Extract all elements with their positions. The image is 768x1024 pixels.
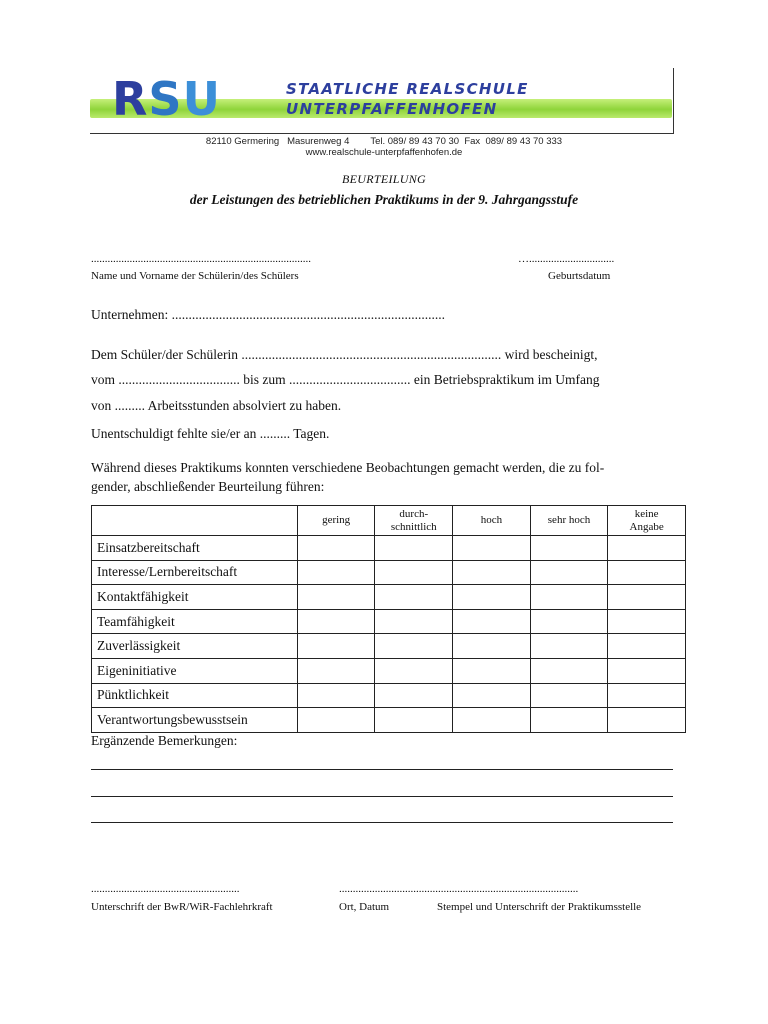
criterion-label: Einsatzbereitschaft <box>92 536 298 561</box>
table-row <box>92 560 686 585</box>
table-header-keine-angabe: keine Angabe <box>608 506 686 536</box>
grade-cell[interactable] <box>375 708 453 733</box>
grade-cell[interactable] <box>297 536 375 561</box>
table-header-hoch: hoch <box>453 506 531 536</box>
table-header-durchschnittlich: durch- schnittlich <box>375 506 453 536</box>
website-line: www.realschule-unterpfaffenhofen.de <box>305 147 463 158</box>
grade-cell[interactable] <box>530 634 608 659</box>
header-rule-bottom <box>90 133 674 134</box>
remarks-line-3[interactable] <box>91 822 673 823</box>
place-date-label: Ort, Datum <box>339 901 390 913</box>
company-signature-label: Stempel und Unterschrift der Praktikumsstelle <box>437 901 642 913</box>
remarks-line-1[interactable] <box>91 769 673 770</box>
grade-cell[interactable] <box>453 560 531 585</box>
grade-cell[interactable] <box>453 683 531 708</box>
criterion-label: Zuverlässigkeit <box>92 634 298 659</box>
assessment-table <box>91 505 686 733</box>
intro-line-2: gender, abschließender Beurteilung führen: <box>91 479 325 494</box>
grade-cell[interactable] <box>608 585 686 610</box>
grade-cell[interactable] <box>375 609 453 634</box>
grade-cell[interactable] <box>297 708 375 733</box>
school-header <box>90 68 676 134</box>
remarks-label: Ergänzende Bemerkungen: <box>91 733 238 748</box>
grade-cell[interactable] <box>453 658 531 683</box>
company-field[interactable]: Unternehmen: ................................................................................. <box>91 307 445 322</box>
grade-cell[interactable] <box>297 560 375 585</box>
grade-cell[interactable] <box>530 609 608 634</box>
table-header-empty <box>92 506 298 536</box>
school-name-line2: UNTERPFAFFENHOFEN <box>286 100 498 118</box>
address-line: 82110 Germering Masurenweg 4 Tel. 089/ 89 43 70 30 Fax 089/ 89 43 70 333 <box>205 136 563 147</box>
document-subtitle: der Leistungen des betrieblichen Praktikums in der 9. Jahrgangsstufe <box>189 192 579 207</box>
table-header-sehr-hoch: sehr hoch <box>530 506 608 536</box>
criterion-label: Teamfähigkeit <box>92 609 298 634</box>
criterion-label: Interesse/Lernbereitschaft <box>92 560 298 585</box>
grade-cell[interactable] <box>375 585 453 610</box>
grade-cell[interactable] <box>608 634 686 659</box>
grade-cell[interactable] <box>375 634 453 659</box>
grade-cell[interactable] <box>530 536 608 561</box>
grade-cell[interactable] <box>375 536 453 561</box>
grade-cell[interactable] <box>297 683 375 708</box>
grade-cell[interactable] <box>453 634 531 659</box>
grade-cell[interactable] <box>530 683 608 708</box>
grade-cell[interactable] <box>453 585 531 610</box>
criterion-label: Pünktlichkeit <box>92 683 298 708</box>
table-row <box>92 634 686 659</box>
table-row <box>92 708 686 733</box>
table-row <box>92 585 686 610</box>
grade-cell[interactable] <box>608 658 686 683</box>
rsu-logo <box>112 72 221 126</box>
logo-letter-r: R <box>112 72 149 126</box>
grade-cell[interactable] <box>297 609 375 634</box>
statement-line-1: Dem Schüler/der Schülerin ............................................................................. wird bescheinigt, <box>91 347 598 362</box>
grade-cell[interactable] <box>453 536 531 561</box>
grade-cell[interactable] <box>453 609 531 634</box>
grade-cell[interactable] <box>608 708 686 733</box>
grade-cell[interactable] <box>375 560 453 585</box>
table-row <box>92 536 686 561</box>
grade-cell[interactable] <box>530 585 608 610</box>
teacher-signature-label: Unterschrift der BwR/WiR-Fachlehrkraft <box>91 901 273 913</box>
grade-cell[interactable] <box>608 560 686 585</box>
teacher-signature-dots[interactable]: ...................................................... <box>91 883 240 895</box>
logo-letter-u: U <box>182 72 221 126</box>
statement-line-3: von ......... Arbeitsstunden absolviert zu haben. <box>91 398 342 413</box>
criterion-label: Verantwortungsbewusstsein <box>92 708 298 733</box>
grade-cell[interactable] <box>453 708 531 733</box>
grade-cell[interactable] <box>608 609 686 634</box>
grade-cell[interactable] <box>608 683 686 708</box>
name-field-dots[interactable]: ................................................................................ <box>91 253 311 265</box>
grade-cell[interactable] <box>608 536 686 561</box>
remarks-line-2[interactable] <box>91 796 673 797</box>
birthdate-field-dots[interactable]: …............................... <box>518 253 615 265</box>
grade-cell[interactable] <box>297 585 375 610</box>
name-field-label: Name und Vorname der Schülerin/des Schülers <box>91 270 299 282</box>
birthdate-field-label: Geburtsdatum <box>548 270 611 282</box>
company-signature-dots[interactable]: ....................................................................................... <box>339 883 579 895</box>
grade-cell[interactable] <box>530 708 608 733</box>
grade-cell[interactable] <box>530 560 608 585</box>
grade-cell[interactable] <box>297 658 375 683</box>
logo-letter-s: S <box>148 72 183 126</box>
header-rule-right <box>673 68 674 134</box>
grade-cell[interactable] <box>297 634 375 659</box>
criterion-label: Kontaktfähigkeit <box>92 585 298 610</box>
table-row <box>92 609 686 634</box>
grade-cell[interactable] <box>375 683 453 708</box>
grade-cell[interactable] <box>375 658 453 683</box>
table-header-gering: gering <box>297 506 375 536</box>
table-row <box>92 658 686 683</box>
grade-cell[interactable] <box>530 658 608 683</box>
school-name-line1: STAATLICHE REALSCHULE <box>286 80 529 98</box>
statement-line-2: vom .................................... bis zum .................................... ein Betriebspraktikum im Umfang <box>91 372 600 387</box>
document-title: BEURTEILUNG <box>342 172 426 186</box>
intro-line-1: Während dieses Praktikums konnten verschiedene Beobachtungen gemacht werden, die zu fol- <box>91 460 605 475</box>
table-header-row <box>92 506 686 536</box>
criterion-label: Eigeninitiative <box>92 658 298 683</box>
absence-line: Unentschuldigt fehlte sie/er an ......... Tagen. <box>91 426 330 441</box>
table-row <box>92 683 686 708</box>
